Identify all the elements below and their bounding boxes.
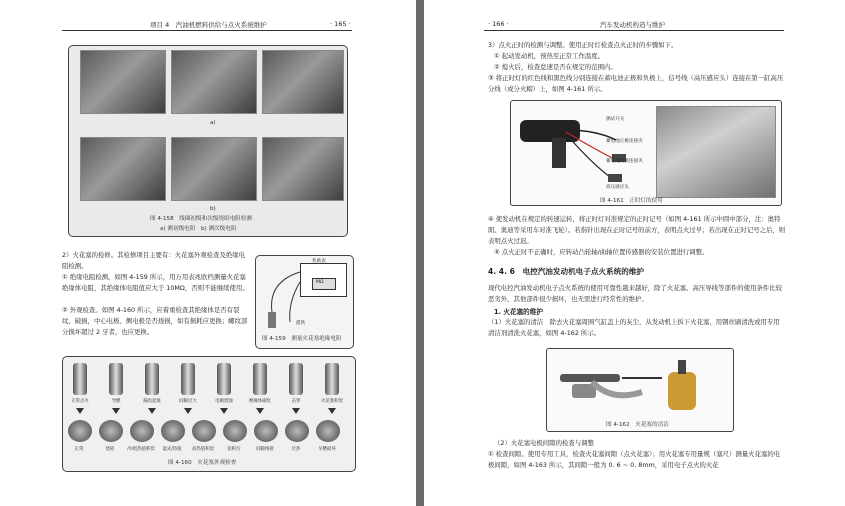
fig160-top-label-3: 漏电起痕 xyxy=(143,399,161,404)
right-para-9: （2）火花塞电极间隙的检查与调整 xyxy=(494,439,594,447)
plug-tip-icon xyxy=(316,420,340,442)
plug-icon xyxy=(289,363,303,395)
fig160-bottom-label-2: 烧损 xyxy=(105,447,115,452)
right-header-rule xyxy=(484,30,784,31)
fig160-top-label-8: 火花塞积炭 xyxy=(321,399,343,404)
left-para-2: ① 绝缘电阻检测。如图 4-159 所示，用万用表兆欧档测量火花塞绝缘体电阻，其绝缘体电阻值应大于 10MΩ，否则不能继续使用。 xyxy=(62,273,249,292)
plug-tip-icon xyxy=(285,420,309,442)
arrow-down-icon xyxy=(256,408,264,414)
fig160-bottom-label-7: 间隙熔接 xyxy=(256,447,274,452)
right-para-10: ① 检查间隙。使用专用工具，检查火花塞间隙（点火花塞）；用火花塞专用量规（塞尺）测量火花塞的电极间隙，如图 4-163 所示，其间隙一般为 0. 6 ~ 0. 8mm，采用电子点火的火花 xyxy=(488,450,781,469)
fig160-top-label-2: 导燃 xyxy=(111,399,121,404)
plug-tip-icon xyxy=(130,420,154,442)
subsection-heading-1: 1. 火花塞的维护 xyxy=(494,308,543,316)
fig160-caption: 图 4-160 火花塞外观检查 xyxy=(168,460,237,466)
fig162-caption: 图 4-162 火花塞的清洁 xyxy=(606,422,669,428)
fig161-label-2: 蓄电池正极连接夹 xyxy=(606,139,643,144)
section-heading: 4. 4. 6 电控汽油发动机电子点火系统的维护 xyxy=(488,267,644,276)
fig160-bottom-label-8: 过热 xyxy=(291,447,301,452)
fig158-sub-a: a) xyxy=(210,120,216,126)
photo-158b-2 xyxy=(171,137,257,201)
plug-icon xyxy=(217,363,231,395)
plug-icon xyxy=(109,363,123,395)
fig160-bottom-label-5: 高热值积炭 xyxy=(192,447,214,452)
arrow-down-icon xyxy=(148,408,156,414)
fig160-top-label-4: 间隙过大 xyxy=(179,399,197,404)
plug-icon xyxy=(181,363,195,395)
right-para-5: ④ 使发动机在规定的转速运转，将正时灯对准规定的正时记号（如图 4-161 所示中圆中部分，注：奥特朗、奥迪等采用车对准飞轮）。若指针出现在正时记号的前方，表明点火过早；若出现在正时记号之后，则表明点火过迟。 xyxy=(488,215,786,245)
right-para-6: ⑤ 点火正时不正确时，应转动凸轮轴/曲轴位置传感器的安装位置进行调整。 xyxy=(494,248,709,256)
right-header-title: 汽车发动机构造与维护 xyxy=(600,21,665,29)
arrow-down-icon xyxy=(328,408,336,414)
right-para-1: 3）点火正时的检测与调整。使用正时灯检查点火正时的步骤如下。 xyxy=(488,41,678,49)
timing-light-icon xyxy=(516,110,646,190)
arrow-down-icon xyxy=(184,408,192,414)
plug-icon xyxy=(253,363,267,395)
photo-158a-2 xyxy=(171,50,257,114)
right-para-4: ③ 将正时灯的红色线和黑色线分别连接在蓄电池正极和负极上，信号线（高压感应头）连接在第一缸高压分线（或分火帽）上，如图 4-161 所示。 xyxy=(488,74,784,93)
photo-158b-1 xyxy=(80,137,166,201)
fig158-caption: 图 4-158 线圈初级和次级绕组电阻检测 xyxy=(150,216,252,222)
fig160-bottom-label-6: 铅积污 xyxy=(227,447,241,452)
left-header-chapter: 项目 4 汽油机燃料供给与点火系统维护 xyxy=(150,21,267,29)
plug-icon xyxy=(325,363,339,395)
left-page xyxy=(0,0,416,506)
plug-tip-icon xyxy=(161,420,185,442)
right-para-7: 现代电控汽油发动机电子点火系统的使用可靠性越来越好，除了火花塞、高压导线等部件的使用条件比较恶劣外，其他部件很少损坏，也无需进行经常性的维护。 xyxy=(488,284,782,303)
plug-tip-icon xyxy=(99,420,123,442)
fig161-label-1: 测试开关 xyxy=(606,117,625,122)
fig158-sub-b: b) xyxy=(210,206,216,212)
fig159-caption: 图 4-159 测量火花塞绝缘电阻 xyxy=(262,336,342,342)
right-page xyxy=(424,0,845,506)
right-header-page: · 166 · xyxy=(488,20,509,28)
plug-tip-icon xyxy=(192,420,216,442)
left-header-page: · 165 · xyxy=(330,20,351,28)
fig158-subcaption: a) 测初级电阻 b) 测次级电阻 xyxy=(160,226,237,232)
fig159-meter-unit: MΩ xyxy=(316,280,324,285)
figure-4-160-frame xyxy=(62,356,356,472)
left-para-3: ② 外观检查。如图 4-160 所示，应着重检查其绝缘体是否有裂纹、破损，中心电极、侧电极是否烧损，如有损耗应更换；螺纹部分损坏超过 2 牙者，也应更换。 xyxy=(62,306,248,336)
arrow-down-icon xyxy=(112,408,120,414)
fig159-ground-label: 搭铁 xyxy=(296,321,306,326)
fig160-bottom-label-3: 冷/低热值积炭 xyxy=(127,447,155,452)
plug-icon xyxy=(145,363,159,395)
fig160-top-label-5: 电极烧蚀 xyxy=(215,399,233,404)
fig160-bottom-label-1: 正常 xyxy=(74,447,84,452)
arrow-down-icon xyxy=(292,408,300,414)
arrow-down-icon xyxy=(76,408,84,414)
fig161-label-3: 蓄电池负极连接夹 xyxy=(606,159,643,164)
left-header-rule xyxy=(62,30,352,31)
fig160-top-label-1: 正常点火 xyxy=(71,399,89,404)
arrow-down-icon xyxy=(220,408,228,414)
photo-158b-3 xyxy=(262,137,344,201)
plug-tip-icon xyxy=(223,420,247,442)
plug-cleaning-icon xyxy=(552,352,728,416)
fig160-top-label-7: 击穿 xyxy=(291,399,301,404)
fig161-caption: 图 4-161 正时灯的使用 xyxy=(600,198,663,204)
fig160-bottom-label-4: 湿式/热值 xyxy=(162,447,182,452)
right-para-8: （1）火花塞的清洁 除去火花塞周围气缸盖上的灰尘，从发动机上拆下火花塞，用钢丝刷清洗或用专用清洁剂清洗火花塞，如图 4-162 所示。 xyxy=(488,318,780,337)
fig160-bottom-label-9: 早燃损坏 xyxy=(318,447,336,452)
left-para-1: 2）火花塞的检修。其检修项目主要有：火花塞外观检查及绝缘电阻检测。 xyxy=(62,251,246,270)
fig159-meter-label: 兆欧表 xyxy=(312,259,326,264)
fig161-label-4: 高压感应头 xyxy=(606,185,629,190)
engine-pulley-photo xyxy=(656,106,776,198)
right-para-2: ① 起动发动机，预热至正常工作温度。 xyxy=(494,52,605,60)
plug-tip-icon xyxy=(254,420,278,442)
page-gutter xyxy=(416,0,424,506)
photo-158a-3 xyxy=(262,50,344,114)
plug-icon xyxy=(73,363,87,395)
photo-158a-1 xyxy=(80,50,166,114)
fig160-top-label-6: 绝缘体碳化 xyxy=(249,399,271,404)
plug-tip-icon xyxy=(68,420,92,442)
right-para-3: ② 熄火后，检查怠速是否在规定的范围内。 xyxy=(494,63,617,71)
